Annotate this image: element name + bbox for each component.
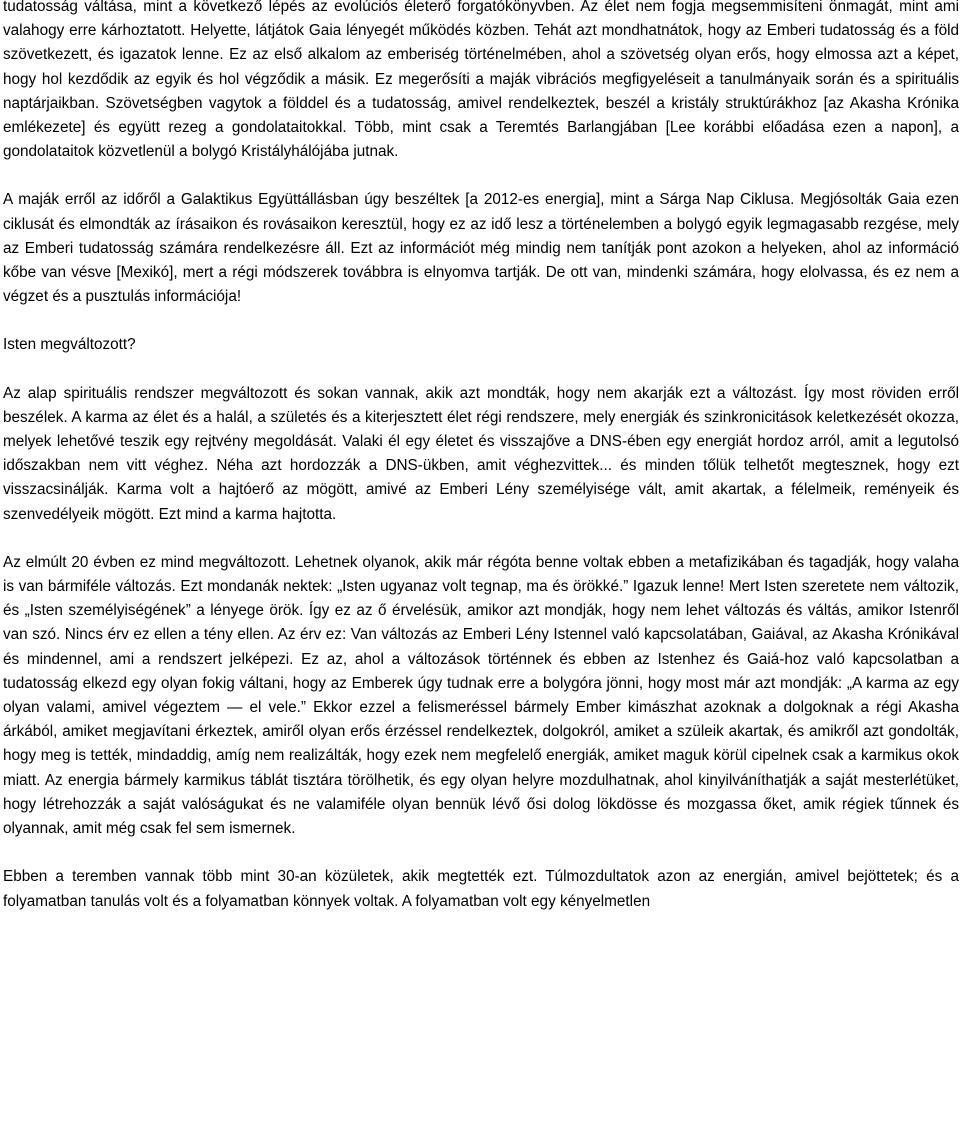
paragraph-room-30-people: Ebben a teremben vannak több mint 30-an közületek, akik megtették ezt. Túlmozdultatok azon az energián, amivel bejöttetek; és a folyamatban tanulás volt és a folyamatban könnyek voltak. A folyamatban volt egy kényelmetlen xyxy=(3,868,959,910)
paragraph-gaia-consciousness: tudatosság váltása, mint a következő lépés az evolúciós életerő forgatókönyvben. Az élet nem fogja megsemmisíteni önmagát, mint ami valahogy erre kárhoztatott. Helyette, látjátok Gaia lényegét működés közben. Tehát azt mondhatnátok, hogy az Emberi tudatosság és a föld szövetkezett, és igazatok lenne. Ez az első alkalom az emberiség történelmében, ahol a szövetség olyan erős, hogy elmossa azt a képet, hogy hol kezdődik az egyik és hol végződik a másik. Ez megerősíti a maják vibrációs megfigyeléseit a tanulmányaik során és a spirituális naptárjaikban. Szövetségben vagytok a földdel és a tudatosság, amivel rendelkeztek, beszél a kristály struktúrákhoz [az Akasha Krónika emlékezete] és együtt rezeg a gondolataitokkal. Több, mint csak a Teremtés Barlangjában [Lee korábbi előadása ezen a napon], a gondolataitok közvetlenül a bolygó Kristályhálójába jutnak. xyxy=(3,0,959,161)
paragraph-last-20-years: Az elmúlt 20 évben ez mind megváltozott. Lehetnek olyanok, akik már régóta benne voltak ebben a metafizikában és tagadják, hogy valaha is van bármiféle változás. Ezt mondanák nektek: „Isten ugyanaz volt tegnap, ma és örökké.” Igazuk lenne! Mert Isten szeretete nem változik, és „Isten személyiségének” a lényege örök. Így ez az ő érvelésük, amikor azt mondják, hogy nem lehet változás és váltás, amikor Istenről van szó. Nincs érv ez ellen a tény ellen. Az érv ez: Van változás az Emberi Lény Istennel való kapcsolatában, Gaiával, az Akasha Krónikával és mindennel, ami a rendszert jelképezi. Ez az, ahol a változások történnek és ebben az Istenhez és Gaiá-hoz való kapcsolatban a tudatosság elkezd egy olyan fokig váltani, hogy az Emberek úgy tudnak erre a bolygóra jönni, hogy most már azt mondják: „A karma az egy olyan valami, amivel végeztem — el vele.” Ekkor ezzel a felismeréssel bármely Ember kimászhat azoknak a dolgoknak a régi Akasha árkából, amiket megjavítani érkeztek, amiről olyan erős érzéssel rendelkeztek, dolgokról, amiket a szüleik akartak, és amikről azt gondolták, hogy meg is tették, mindaddig, amíg nem realizálták, hogy ezek nem megfelelő energiák, amiket maguk körül cipelnek csak a karmikus okok miatt. Az energia bármely karmikus táblát tisztára törölhetik, és egy olyan helyre mozdulhatnak, ahol kinyilváníthatják a saját mesterlétüket, hogy létrehozzák a saját valóságukat és ne valamiféle olyan bennük lévő ősi dolog lökdösse és mozgassa őket, amik régiek tűnnek és olyannak, amit még csak fel sem ismernek. xyxy=(3,553,959,838)
section-heading: Isten megváltozott? xyxy=(3,336,136,354)
document-page xyxy=(3,0,959,914)
paragraph-maya-yellow-sun: A maják erről az időről a Galaktikus Együttállásban úgy beszéltek [a 2012-es energia], mint a Sárga Nap Ciklusa. Megjósolták Gaia ezen ciklusát és elmondták az írásaikon és rovásaikon keresztül, hogy ez az idő lesz a történelemben a bolygó egyik legmagasabb rezgése, mely az Emberi tudatosság számára rendelkezésre áll. Ezt az információt még mindig nem tanítják pont azokon a helyeken, ahol az információ kőbe van vésve [Mexikó], mert a régi módszerek továbbra is elnyomva tartják. De ott van, mindenki számára, hogy elolvassa, és ez nem a végzet és a pusztulás információja! xyxy=(3,191,959,306)
paragraph-spacer xyxy=(3,841,959,865)
paragraph-spacer xyxy=(3,164,959,188)
paragraph-spacer xyxy=(3,358,959,382)
paragraph-spacer xyxy=(3,527,959,551)
paragraph-spacer xyxy=(3,309,959,333)
paragraph-karma-system: Az alap spirituális rendszer megváltozott és sokan vannak, akik azt mondták, hogy nem akarják ezt a változást. Így most röviden erről beszélek. A karma az élet és a halál, a születés és a kiterjesztett élet régi rendszere, mely energiák és szinkronicitások keletkezését okozza, melyek lehetővé teszik egy rejtvény megoldását. Valaki él egy életet és visszajőve a DNS-ében egy energiát hordoz arról, amit a legutolsó időszakban nem vitt véghez. Néha azt hordozzák a DNS-ükben, amit véghezvittek... és minden tőlük telhetőt megtesznek, hogy ezt visszacsinálják. Karma volt a hajtóerő az mögött, amivé az Emberi Lény személyisége vált, amit akartak, a félelmeik, reményeik és szenvedélyeik mögött. Ezt mind a karma hajtotta. xyxy=(3,384,959,523)
